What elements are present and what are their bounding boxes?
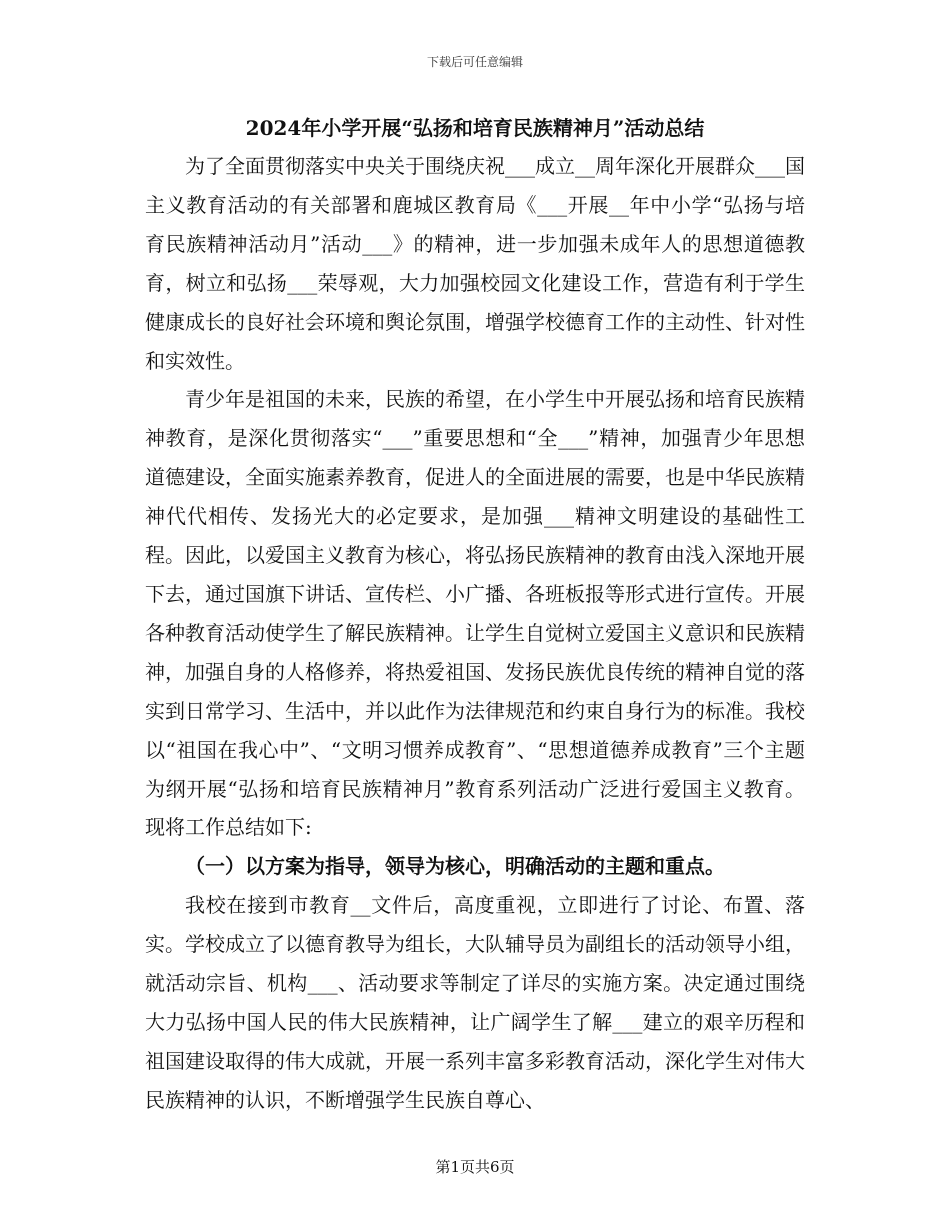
paragraph-section-1: 我校在接到市教育__文件后，高度重视，立即进行了讨论、布置、落实。学校成立了以德育教导为组长，大队辅导员为副组长的活动领导小组，就活动宗旨、机构___、活动要求等制定了详尽的实施方案。决定通过围绕大力弘扬中国人民的伟大民族精神，让广阔学生了解___建立的艰辛历程和祖国建设取得的伟大成就，开展一系列丰富多彩教育活动，深化学生对伟大民族精神的认识，不断增强学生民族自尊心、 (145, 893, 805, 1112)
page-number: 第1页共6页 (435, 1158, 515, 1176)
document-body (145, 147, 805, 1120)
paragraph-intro: 为了全面贯彻落实中央关于围绕庆祝___成立__周年深化开展群众___国主义教育活动的有关部署和鹿城区教育局《___开展__年中小学“弘扬与培育民族精神活动月”活动___》的精神，进一步加强未成年人的思想道德教育，树立和弘扬___荣辱观，大力加强校园文化建设工作，营造有利于学生健康成长的良好社会环境和舆论氛围，增强学校德育工作的主动性、针对性和实效性。 (145, 154, 805, 373)
section-heading-1: （一）以方案为指导，领导为核心，明确活动的主题和重点。 (185, 854, 725, 879)
paragraph-significance: 青少年是祖国的未来，民族的希望，在小学生中开展弘扬和培育民族精神教育，是深化贯彻落实“___”重要思想和“全___”精神，加强青少年思想道德建设，全面实施素养教育，促进人的全面进展的需要，也是中华民族精神代代相传、发扬光大的必定要求，是加强___精神文明建设的基础性工程。因此，以爱国主义教育为核心，将弘扬民族精神的教育由浅入深地开展下去，通过国旗下讲话、宣传栏、小广播、各班板报等形式进行宣传。开展各种教育活动使学生了解民族精神。让学生自觉树立爱国主义意识和民族精神，加强自身的人格修养，将热爱祖国、发扬民族优良传统的精神自觉的落实到日常学习、生活中，并以此作为法律规范和约束自身行为的标准。我校以“祖国在我心中”、“文明习惯养成教育”、“思想道德养成教育”三个主题为纲开展“弘扬和培育民族精神月”教育系列活动广泛进行爱国主义教育。现将工作总结如下: (145, 387, 805, 840)
document-title: 2024年小学开展“弘扬和培育民族精神月”活动总结 (245, 116, 705, 140)
header-note: 下载后可任意编辑 (426, 55, 523, 69)
